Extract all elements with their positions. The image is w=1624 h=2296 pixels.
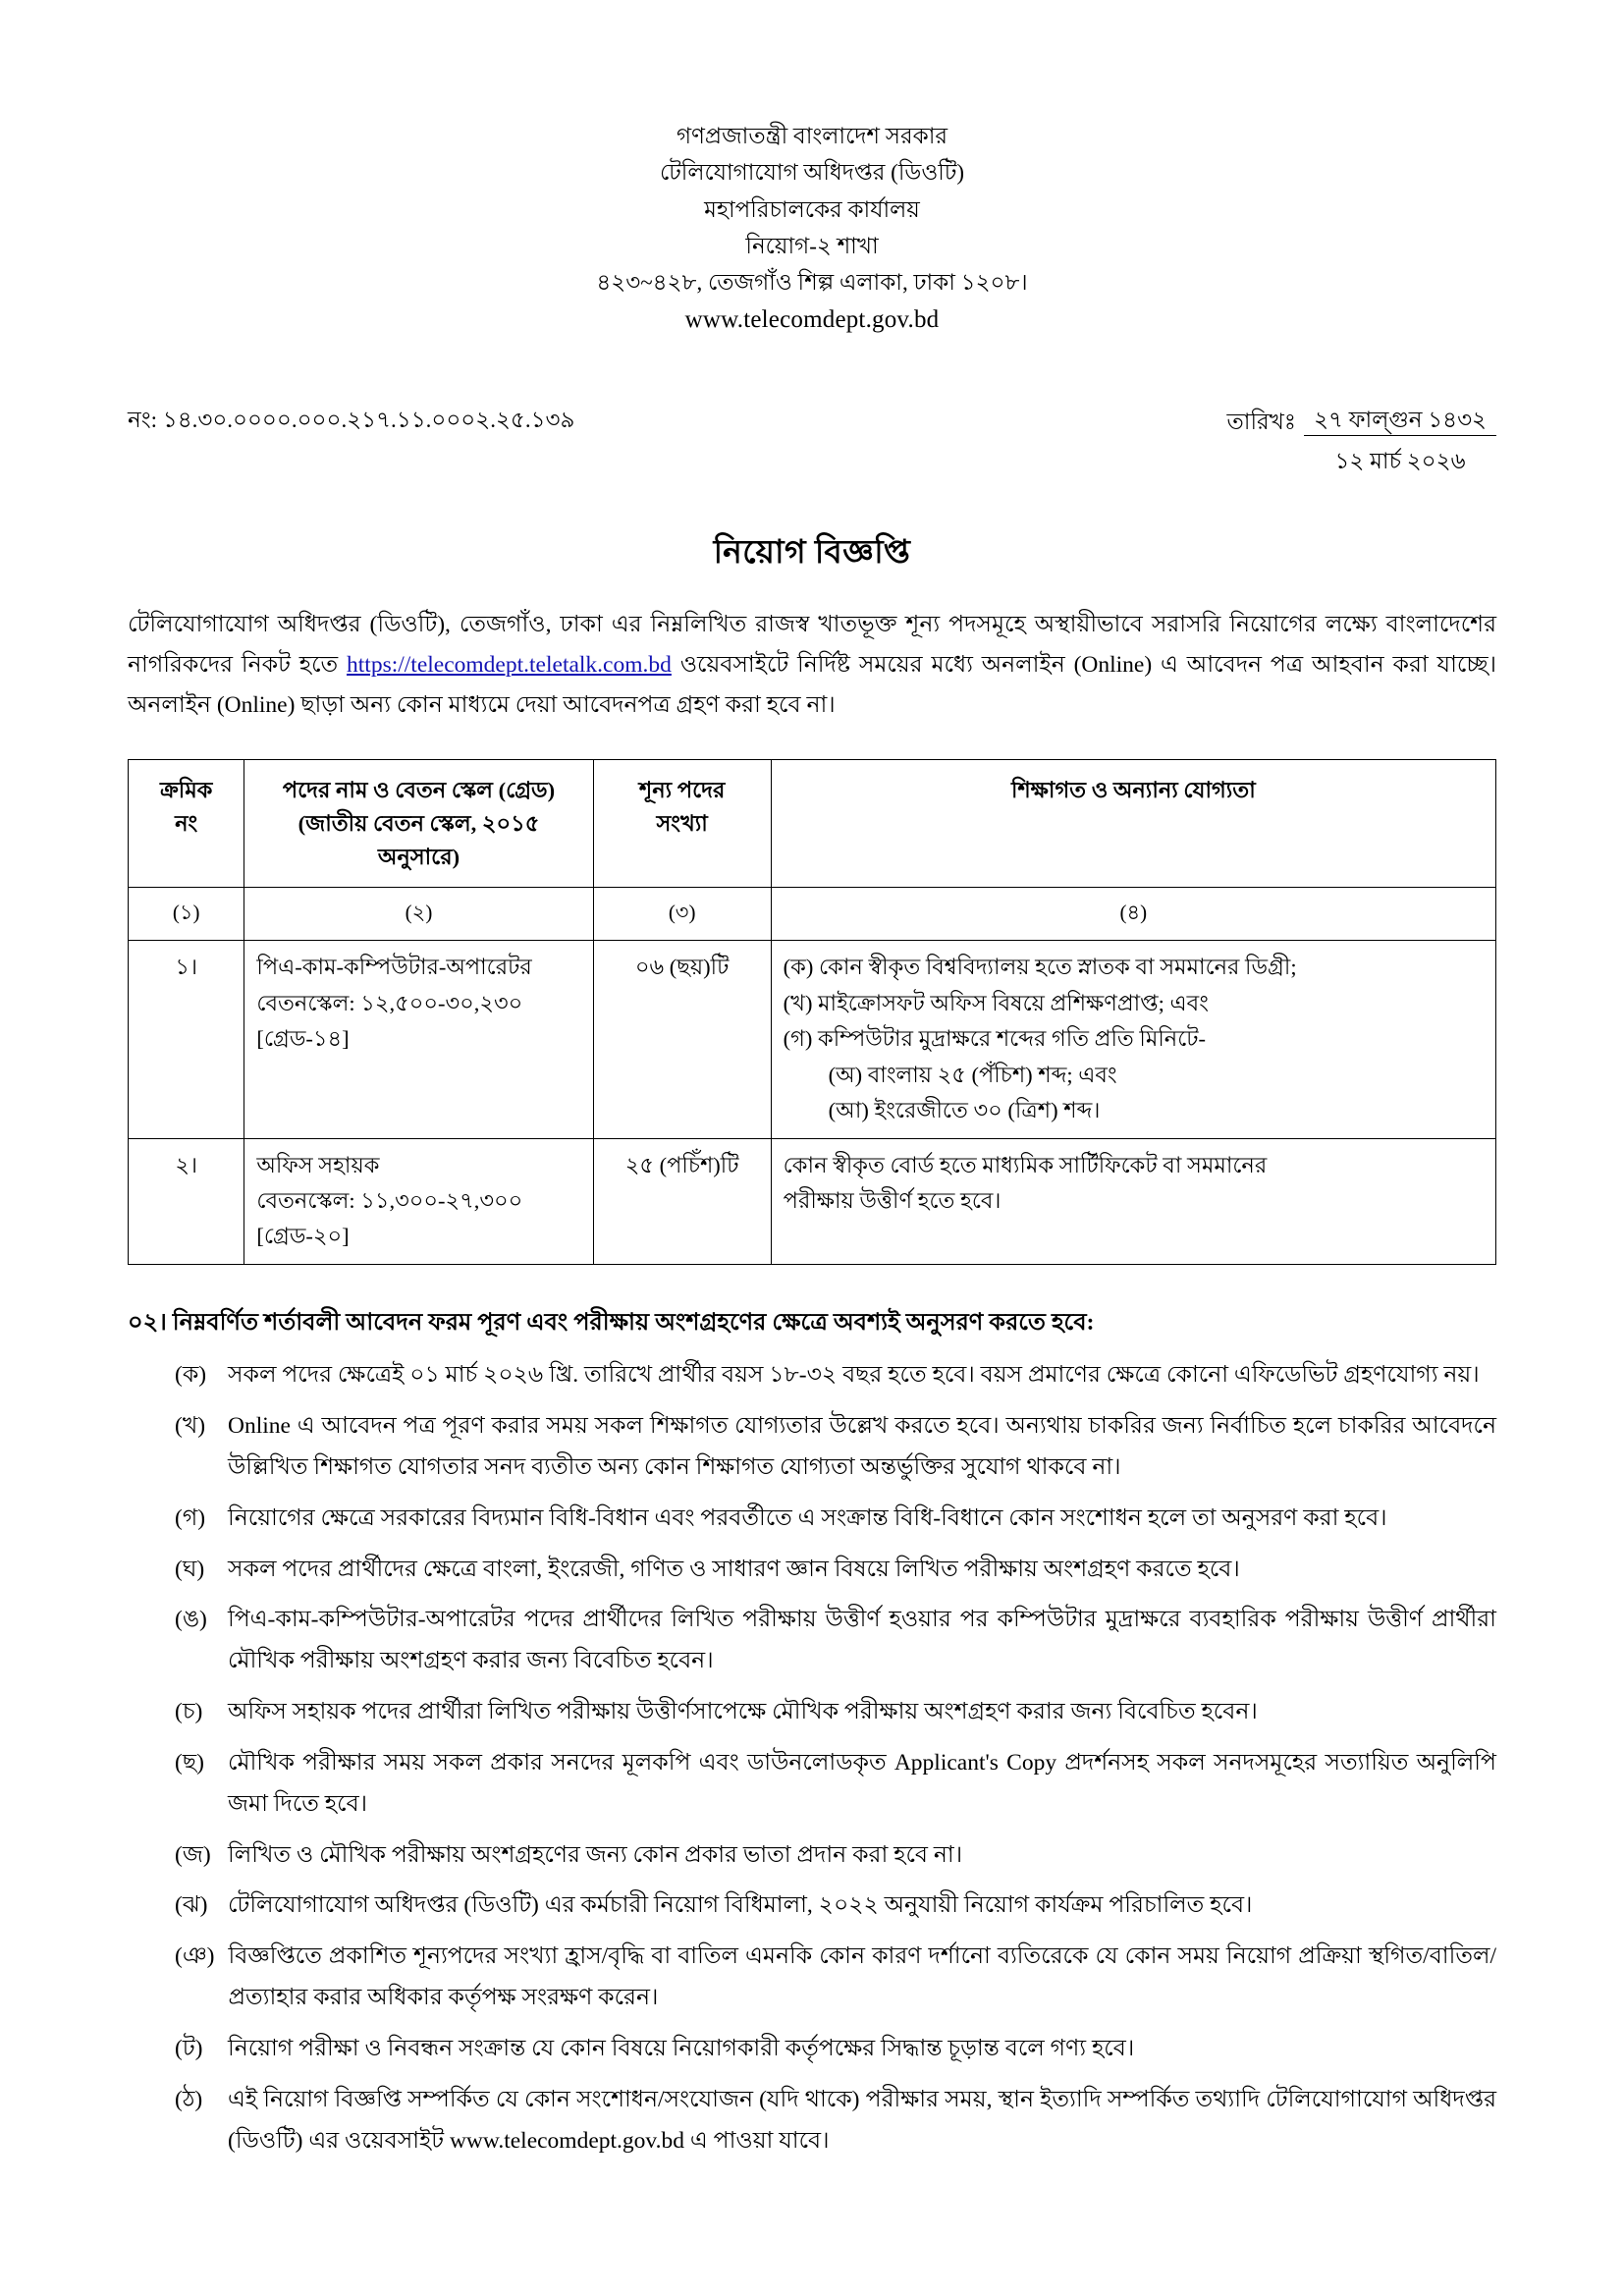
date-gregorian: ১২ মার্চ ২০২৬ [1334,448,1466,473]
list-item [128,2080,1496,2162]
list-item-marker: (জ) [175,1841,211,1868]
department-website: www.telecomdept.gov.bd [684,306,940,334]
header-post-line1: পদের নাম ও বেতন স্কেল (গ্রেড) [282,778,556,803]
date-label: তারিখঃ [1226,409,1297,434]
list-item-text: সকল পদের ক্ষেত্রেই ০১ মার্চ ২০২৬ খ্রি. তারিখে প্রার্থীর বয়স ১৮-৩২ বছর হতে হবে। বয়স প্রমাণের ক্ষেত্রে কোনো এফিডেভিট গ্রহণযোগ্য নয়। [228,1362,1480,1389]
intro-text-part1: টেলিযোগাযোগ অধিদপ্তর (ডিওটি), তেজগাঁও, ঢাকা এর নিম্নলিখিত রাজস্ব খাতভূক্ত শূন্য পদসমূহে অস্থায়ীভাবে সরাসরি নিয়োগের লক্ষ্যে বাংলাদেশের নাগরিকদের নিকট হতে [128,611,1496,678]
intro-text-part2: ওয়েবসাইটে নির্দিষ্ট সময়ের মধ্যে অনলাইন (Online) এ আবেদন পত্র আহবান করা যাচ্ছে। অনলাইন (Online) ছাড়া অন্য কোন মাধ্যমে দেয়া আবেদনপত্র গ্রহণ করা হবে না। [128,651,1496,718]
date-bangla: ২৭ ফাল্গুন ১৪৩২ [1304,408,1496,436]
department-name: টেলিযোগাযোগ অধিদপ্তর (ডিওটি) [659,160,965,186]
list-item-marker: (ছ) [175,1749,204,1776]
colnum-1: (১) [129,888,244,941]
list-item-marker: (ঠ) [175,2086,203,2112]
list-item-text: লিখিত ও মৌখিক পরীক্ষায় অংশগ্রহণের জন্য কোন প্রকার ভাতা প্রদান করা হবে না। [228,1841,963,1868]
list-item-marker: (ঞ) [175,1943,215,1970]
qualification-subline: (অ) বাংলায় ২৫ (পঁচিশ) শব্দ; এবং [828,1062,1117,1087]
row-vacancy: ০৬ (ছয়)টি [593,941,771,1138]
header-post [244,760,593,888]
intro-paragraph [128,605,1496,726]
qualification-line: (গ) কম্পিউটার মুদ্রাক্ষরে শব্দের গতি প্রতি মিনিটে- [783,1026,1207,1052]
row-post-scale: বেতনস্কেল: ১১,৩০০-২৭,৩০০ [গ্রেড-২০] [256,1188,523,1249]
row-post-name: পিএ-কাম-কম্পিউটার-অপারেটর [256,955,532,980]
qualification-subline: (আ) ইংরেজীতে ৩০ (ত্রিশ) শব্দ। [828,1098,1101,1123]
header-serial [129,760,244,888]
list-item-text: বিজ্ঞপ্তিতে প্রকাশিত শূন্যপদের সংখ্যা হ্রাস/বৃদ্ধি বা বাতিল এমনকি কোন কারণ দর্শানো ব্যতিরেকে যে কোন সময় নিয়োগ প্রক্রিয়া স্থগিত/বাতিল/প্রত্যাহার করার অধিকার কর্তৃপক্ষ সংরক্ষণ করেন। [228,1943,1496,2011]
header-post-line2: (জাতীয় বেতন স্কেল, ২০১৫ অনুসারে) [298,810,540,869]
row-post-name: অফিস সহায়ক [256,1152,380,1177]
list-item [128,1499,1496,1540]
list-item-text: অফিস সহায়ক পদের প্রার্থীরা লিখিত পরীক্ষায় উত্তীর্ণসাপেক্ষে মৌখিক পরীক্ষায় অংশগ্রহণ করার জন্য বিবেচিত হবেন। [228,1699,1258,1725]
govt-name: গণপ্রজাতন্ত্রী বাংলাদেশ সরকার [676,124,948,148]
list-item-marker: (চ) [175,1699,203,1725]
date-block [1227,402,1496,481]
header-serial-line2: নং [175,810,198,836]
header-vacancy [593,760,771,888]
row-post-scale: বেতনস্কেল: ১২,৫০০-৩০,২৩০ [গ্রেড-১৪] [256,990,523,1052]
address-line: ৪২৩~৪২৮, তেজগাঁও শিল্প এলাকা, ঢাকা ১২০৮। [596,270,1028,295]
list-item [128,1743,1496,1826]
row-qualification [771,941,1495,1138]
qualification-line: কোন স্বীকৃত বোর্ড হতে মাধ্যমিক সার্টিফিকেট বা সমমানের [783,1152,1268,1177]
list-item-text: সকল পদের প্রার্থীদের ক্ষেত্রে বাংলা, ইংরেজী, গণিত ও সাধারণ জ্ঞান বিষয়ে লিখিত পরীক্ষায় অংশগ্রহণ করতে হবে। [228,1556,1240,1582]
list-item-marker: (গ) [175,1504,206,1531]
header-serial-line1: ক্রমিক [159,778,213,803]
row-qualification [771,1138,1495,1264]
qualification-line: (খ) মাইক্রোসফট অফিস বিষয়ে প্রশিক্ষণপ্রাপ্ত; এবং [783,990,1209,1015]
list-item-marker: (ক) [175,1362,207,1389]
colnum-2: (২) [244,888,593,941]
page-title: নিয়োগ বিজ্ঞপ্তি [713,534,911,571]
vacancy-table [128,759,1496,1265]
list-item-marker: (ঝ) [175,1892,208,1919]
list-item [128,1550,1496,1591]
memo-number: নং: ১৪.৩০.০০০০.০০০.২১৭.১১.০০০২.২৫.১৩৯ [128,407,575,432]
list-item-text: মৌখিক পরীক্ষার সময় সকল প্রকার সনদের মূলকপি এবং ডাউনলোডকৃত Applicant's Copy প্রদর্শনসহ সকল সনদসমূহের সত্যায়িত অনুলিপি জমা দিতে হবে। [228,1749,1496,1817]
list-item-text: এই নিয়োগ বিজ্ঞপ্তি সম্পর্কিত যে কোন সংশোধন/সংযোজন (যদি থাকে) পরীক্ষার সময়, স্থান ইত্যাদি সম্পর্কিত তথ্যাদি টেলিযোগাযোগ অধিদপ্তর (ডিওটি) এর ওয়েবসাইট www.telecomdept.gov.bd এ পাওয়া যাবে। [228,2086,1496,2154]
list-item-text: টেলিযোগাযোগ অধিদপ্তর (ডিওটি) এর কর্মচারী নিয়োগ বিধিমালা, ২০২২ অনুযায়ী নিয়োগ কার্যক্রম পরিচালিত হবে। [228,1892,1253,1919]
qualification-line: পরীক্ষায় উত্তীর্ণ হতে হবে। [783,1188,1001,1213]
list-item-text: Online এ আবেদন পত্র পূরণ করার সময় সকল শিক্ষাগত যোগ্যতার উল্লেখ করতে হবে। অন্যথায় চাকরির জন্য নির্বাচিত হলে চাকরির আবেদনে উল্লিখিত শিক্ষাগত যোগতার সনদ ব্যতীত অন্য কোন শিক্ষাগত যোগ্যতা অন্তর্ভুক্তির সুযোগ থাকবে না। [228,1413,1496,1480]
list-item-marker: (খ) [175,1413,206,1440]
list-item-text: পিএ-কাম-কম্পিউটার-অপারেটর পদের প্রার্থীদের লিখিত পরীক্ষায় উত্তীর্ণ হওয়ার পর কম্পিউটার মুদ্রাক্ষরে ব্যবহারিক পরীক্ষায় উত্তীর্ণ প্রার্থীরা মৌখিক পরীক্ষায় অংশগ্রহণ করার জন্য বিবেচিত হবেন। [228,1607,1496,1674]
list-item [128,2029,1496,2070]
letterhead [128,118,1496,341]
list-item-marker: (ঘ) [175,1556,205,1582]
header-vacancy-line2: সংখ্যা [656,810,708,836]
list-item [128,1406,1496,1489]
qualification-line: (ক) কোন স্বীকৃত বিশ্ববিদ্যালয় হতে স্নাতক বা সমমানের ডিগ্রী; [783,955,1297,980]
table-row [129,941,1496,1138]
office-name: মহাপরিচালকের কার্যালয় [704,196,920,222]
list-item [128,1355,1496,1396]
header-qualification: শিক্ষাগত ও অন্যান্য যোগ্যতা [771,760,1495,888]
list-item [128,1937,1496,2019]
list-item-marker: (ট) [175,2035,203,2061]
row-vacancy: ২৫ (পচিঁশ)টি [593,1138,771,1264]
table-row [129,1138,1496,1264]
row-serial: ১। [129,941,244,1138]
branch-name: নিয়োগ-২ শাখা [745,233,879,258]
list-item-text: নিয়োগ পরীক্ষা ও নিবন্ধন সংক্রান্ত যে কোন বিষয়ে নিয়োগকারী কর্তৃপক্ষের সিদ্ধান্ত চূড়ান্ত বলে গণ্য হবে। [228,2035,1135,2061]
colnum-3: (৩) [593,888,771,941]
row-post [244,1138,593,1264]
list-item-text: নিয়োগের ক্ষেত্রে সরকারের বিদ্যমান বিধি-বিধান এবং পরবর্তীতে এ সংক্রান্ত বিধি-বিধানে কোন সংশোধন হলে তা অনুসরণ করা হবে। [228,1504,1387,1531]
conditions-list [128,1355,1496,2161]
conditions-heading: ০২। নিম্নবর্ণিত শর্তাবলী আবেদন ফরম পূরণ এবং পরীক্ষায় অংশগ্রহণের ক্ষেত্রে অবশ্যই অনুসরণ করতে হবে: [128,1309,1095,1336]
list-item-marker: (ঙ) [175,1607,207,1633]
list-item [128,1692,1496,1733]
list-item [128,1600,1496,1682]
application-portal-link[interactable]: https://telecomdept.teletalk.com.bd [347,651,672,678]
row-serial: ২। [129,1138,244,1264]
table-header-row [129,760,1496,888]
row-post [244,941,593,1138]
table-column-number-row [129,888,1496,941]
colnum-4: (৪) [771,888,1495,941]
memo-meta-row [128,402,1496,481]
list-item [128,1886,1496,1927]
header-vacancy-line1: শূন্য পদের [638,778,726,803]
list-item [128,1835,1496,1877]
